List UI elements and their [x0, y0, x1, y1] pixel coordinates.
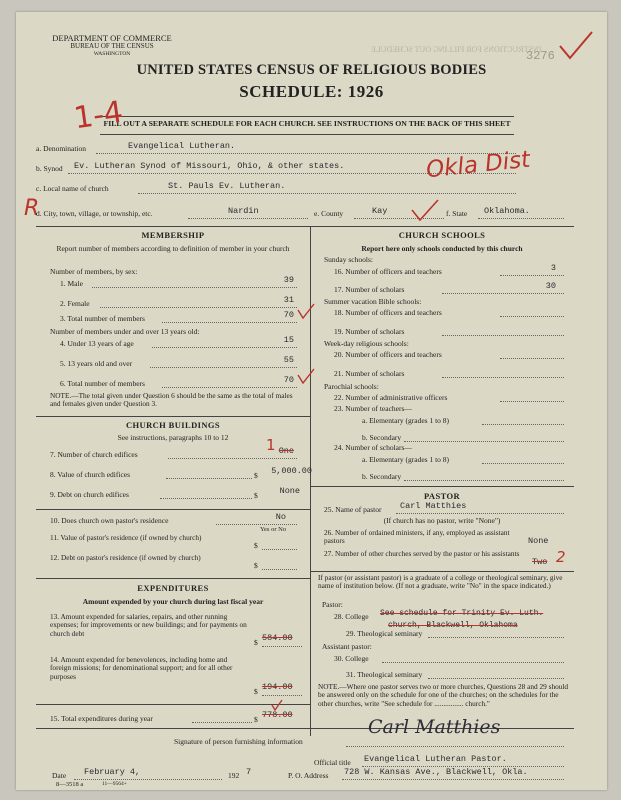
q27-label: 27. Number of other churches served by the pastor or his assistants	[324, 549, 520, 558]
buildings-sub: See instructions, paragraphs 10 to 12	[117, 433, 229, 442]
q5-label: 5. 13 years old and over	[60, 359, 133, 368]
city-label: d. City, town, village, or township, etc.	[36, 209, 153, 218]
q30-label: 30. College	[334, 654, 369, 663]
form-title: UNITED STATES CENSUS OF RELIGIOUS BODIES	[136, 62, 487, 78]
q12-label: 12. Debt on pastor's residence (if owned by church)	[50, 553, 201, 562]
yes-no-hint: Yes or No	[260, 526, 287, 533]
sunday-schools: Sunday schools:	[324, 255, 373, 264]
county-value: Kay	[372, 206, 388, 216]
q23b-label: b. Secondary	[362, 433, 402, 442]
church-name-label: c. Local name of church	[36, 184, 109, 193]
form-number: 8—3518 a	[56, 781, 84, 788]
q10-value: No	[275, 512, 286, 522]
q3-value: 70	[283, 310, 294, 320]
q23-label: 23. Number of teachers—	[334, 404, 412, 413]
q20-label: 20. Number of officers and teachers	[334, 350, 442, 359]
q10-label: 10. Does church own pastor's residence	[50, 516, 169, 525]
date-value: February 4,	[84, 767, 141, 777]
membership-intro: Report number of members according to definition of member in your church	[56, 244, 290, 253]
red-mark-two: 2	[556, 548, 566, 566]
membership-title: MEMBERSHIP	[141, 230, 205, 240]
signature: Carl Matthies	[368, 716, 501, 738]
q29-label: 29. Theological seminary	[346, 629, 423, 638]
red-check-q6	[296, 367, 316, 387]
po-address-value: 728 W. Kansas Ave., Blackwell, Okla.	[344, 767, 528, 777]
schedule-title: SCHEDULE: 1926	[239, 82, 384, 101]
q17-label: 17. Number of scholars	[334, 285, 405, 294]
q15-label: 15. Total expenditures during year	[50, 714, 153, 723]
q25-value: Carl Matthies	[400, 501, 467, 511]
q28-value-2: church, Blackwell, Oklahoma	[388, 621, 518, 630]
red-check-county	[410, 198, 440, 222]
q6-label: 6. Total number of members	[60, 379, 145, 388]
pastor-title: PASTOR	[423, 491, 461, 501]
city-value: Nardin	[228, 206, 259, 216]
q15-value: 778.00	[262, 710, 293, 720]
q25-note: (If church has no pastor, write "None")	[383, 516, 501, 525]
official-title-value: Evangelical Lutheran Pastor.	[364, 754, 507, 764]
q9-label: 9. Debt on church edifices	[50, 490, 129, 499]
q13-value: 584.00	[262, 633, 293, 643]
synod-label: b. Synod	[36, 164, 63, 173]
q22-label: 22. Number of administrative officers	[334, 393, 448, 402]
red-mark-r: R	[24, 196, 40, 221]
q26-label: 26. Number of ordained ministers, if any, employed as assistant pastors	[324, 528, 510, 546]
q17-value: 30	[545, 281, 556, 291]
q7-value: One	[278, 446, 294, 456]
q14-label: 14. Amount expended for benevolences, including home and foreign missions; for denominational support; and for all other purposes	[50, 655, 233, 681]
red-mark-one: 1	[266, 436, 276, 454]
q1-label: 1. Male	[60, 279, 83, 288]
year-value: 7	[246, 767, 252, 777]
city-name: WASHINGTON	[93, 51, 131, 57]
red-check-q3	[296, 302, 316, 322]
q3-label: 3. Total number of members	[60, 314, 145, 323]
buildings-title: CHURCH BUILDINGS	[125, 420, 220, 430]
q24a-label: a. Elementary (grades 1 to 8)	[362, 455, 450, 464]
q28-label: 28. College	[334, 612, 369, 621]
q25-label: 25. Name of pastor	[324, 505, 382, 514]
official-title-label: Official title	[314, 758, 351, 767]
bureau-name: BUREAU OF THE CENSUS	[70, 42, 154, 50]
red-mark-1-4: 1-4	[71, 94, 126, 137]
denomination-label: a. Denomination	[36, 144, 86, 153]
q19-label: 19. Number of scholars	[334, 327, 405, 336]
po-address-label: P. O. Address	[288, 771, 329, 780]
dept-name: DEPARTMENT OF COMMERCE	[52, 33, 172, 43]
red-check-mark	[556, 28, 596, 62]
signature-label: Signature of person furnishing information	[174, 737, 303, 746]
q5-value: 55	[283, 355, 294, 365]
q2-value: 31	[283, 295, 294, 305]
state-value: Oklahoma.	[484, 206, 530, 216]
q4-label: 4. Under 13 years of age	[60, 339, 134, 348]
graduate-instruction: If pastor (or assistant pastor) is a graduate of a college or theological seminary, give name of institution below. (If not a graduate, write "No" in the space indicated.)	[318, 573, 563, 591]
synod-value: Ev. Lutheran Synod of Missouri, Ohio, & other states.	[74, 161, 345, 171]
assistant-subhead: Assistant pastor:	[322, 642, 372, 651]
schools-title: CHURCH SCHOOLS	[398, 230, 486, 240]
q31-label: 31. Theological seminary	[346, 670, 423, 679]
church-name-value: St. Pauls Ev. Lutheran.	[168, 181, 286, 191]
instruction-line: FILL OUT A SEPARATE SCHEDULE FOR EACH CHURCH. SEE INSTRUCTIONS ON THE BACK OF THIS SHEET	[103, 119, 511, 128]
expenditures-title: EXPENDITURES	[137, 583, 209, 593]
state-label: f. State	[446, 209, 468, 218]
year-label: 192	[228, 771, 240, 780]
q9-value: None	[279, 486, 300, 496]
pastor-subhead: Pastor:	[322, 600, 343, 609]
q7-label: 7. Number of church edifices	[50, 450, 138, 459]
q24-label: 24. Number of scholars—	[334, 443, 412, 452]
q27-value: Two	[532, 557, 548, 567]
q14-value: 194.00	[262, 682, 293, 692]
q16-value: 3	[550, 263, 556, 273]
date-label: Date	[52, 771, 67, 780]
expenditures-sub: Amount expended by your church during last fiscal year	[82, 597, 264, 606]
print-number: 11—9564+	[102, 781, 127, 787]
stamp-number: 3276	[526, 49, 555, 63]
q24b-label: b. Secondary	[362, 472, 402, 481]
denomination-value: Evangelical Lutheran.	[128, 141, 236, 151]
red-check-q15	[270, 698, 284, 712]
census-schedule-sheet: INSTRUCTIONS FOR FILLING OUT SCHEDULE 3276 DEPARTMENT OF COMMERCE BUREAU OF THE CENSUS WASHINGTON UNITED STATES CENSUS OF RELIGIOUS BODIES SCHEDULE: 1926 FILL OUT A SEPARATE SCHEDULE FOR EACH CHURCH. SEE INSTRUCTIONS ON THE BACK OF THIS SHEET 1-4 a. Denomination Evangelical Lutheran. b. Synod Ev. Lutheran Synod of Missouri, Ohio, & other states. Okla Dist c. Local name of church St. Pauls Ev. Lutheran. R d. City, town, village, or township, etc. Nardin e. County Kay f. State Oklahoma. MEMBERSHIP Report number of members according to definition of member in your church Number of members, by sex: 1. Male 39 2. Female 31 3. Total number of members 70 Number of members under and over 13 years old: 4. Under 13 years of age 15 5. 13 years old and over 55 6. Total number of members 70 NOTE.—The total given under Question 6 should be the same as the total of males and females given under Question 3. CHURCH BUILDINGS See instructions, paragraphs 10 to 12 7. Number of church edifices One 1 8. Value of church edifices $ 5,000.00 9. Debt on church edifices $ None 10. Does church own pastor's residence No Yes or No 11. Value of pastor's residence (if owned by church) $ 12. Debt on pastor's residence (if owned by church) $ EXPENDITURES Amount expended by your church during last fiscal year 13. Amount expended for salaries, repairs, and other running expenses; for improvements or new buildings; and for payments on church debt $ 584.00 14. Amount expended for benevolences, including home and foreign missions; for denominational support; and for all other purposes $ 194.00 15. Total expenditures during year $ 778.00 CHURCH SCHOOLS Report here only schools conducted by this church Sunday schools: 16. Number of officers and teachers 3 17. Number of scholars 30 Summer vacation Bible schools: 18. Number of officers and teachers 19. Number of scholars Week-day religious schools: 20. Number of officers and teachers 21. Number of scholars Parochial schools: 22. Number of administrative officers 23. Number of teachers— a. Elementary (grades 1 to 8) b. Secondary 24. Number of scholars— a. Elementary (grades 1 to 8) b. Secondary PASTOR 25. Name of pastor Carl Matthies (If church has no pastor, write "None") 26. Number of ordained ministers, if any, employed as assistant pastors None 27. Number of other churches served by the pastor or his assistants Two 2 If pastor (or assistant pastor) is a graduate of a college or theological seminary, give name of institution below. (If not a graduate, write "No" in the space indicated.) Pastor: 28. College See schedule for Trinity Ev. Luth. church, Blackwell, Oklahoma 29. Theological seminary Assistant pastor: 30. College 31. Theological seminary NOTE.—Where one pastor serves two or more churches, Questions 28 and 29 should be answered only on the schedule for one of the churches; on the schedules for the other churches, write "See schedule for ................ church." Signature of person furnishing information Carl Matthies Official title Evangelical Lutheran Pastor. Date February 4, 192 7 P. O. Address 728 W. Kansas Ave., Blackwell, Okla. 8—3518 a 11—9564+	[16, 12, 607, 790]
q28-value-1: See schedule for Trinity Ev. Luth.	[380, 609, 544, 618]
faint-reverse-text: INSTRUCTIONS FOR FILLING OUT SCHEDULE	[371, 45, 542, 54]
membership-note: NOTE.—The total given under Question 6 should be the same as the total of males and females given under Question 3.	[50, 391, 293, 409]
age-heading: Number of members under and over 13 years old:	[50, 327, 200, 336]
county-label: e. County	[314, 209, 344, 218]
vacation-schools: Summer vacation Bible schools:	[324, 297, 422, 306]
q13-label: 13. Amount expended for salaries, repairs, and other running expenses; for improvements or new buildings; and for payments on church debt	[50, 612, 247, 638]
q8-label: 8. Value of church edifices	[50, 470, 131, 479]
q2-label: 2. Female	[60, 299, 90, 308]
weekday-schools: Week-day religious schools:	[324, 339, 409, 348]
membership-by-sex: Number of members, by sex:	[50, 267, 138, 276]
red-okla-dist: Okla Dist	[424, 146, 532, 184]
q16-label: 16. Number of officers and teachers	[334, 267, 442, 276]
q4-value: 15	[283, 335, 294, 345]
pastor-note: NOTE.—Where one pastor serves two or more churches, Questions 28 and 29 should be answered only on the schedule for one of the churches; on the schedules for the other churches, write "See schedule for ................ church."	[318, 682, 569, 708]
q23a-label: a. Elementary (grades 1 to 8)	[362, 416, 450, 425]
schools-sub: Report here only schools conducted by this church	[361, 244, 523, 253]
q21-label: 21. Number of scholars	[334, 369, 405, 378]
q11-label: 11. Value of pastor's residence (if owned by church)	[50, 533, 202, 542]
q6-value: 70	[283, 375, 294, 385]
q1-value: 39	[283, 275, 294, 285]
q8-value: 5,000.00	[271, 466, 312, 476]
parochial-schools: Parochial schools:	[324, 382, 379, 391]
q18-label: 18. Number of officers and teachers	[334, 308, 442, 317]
q26-value: None	[528, 536, 549, 546]
